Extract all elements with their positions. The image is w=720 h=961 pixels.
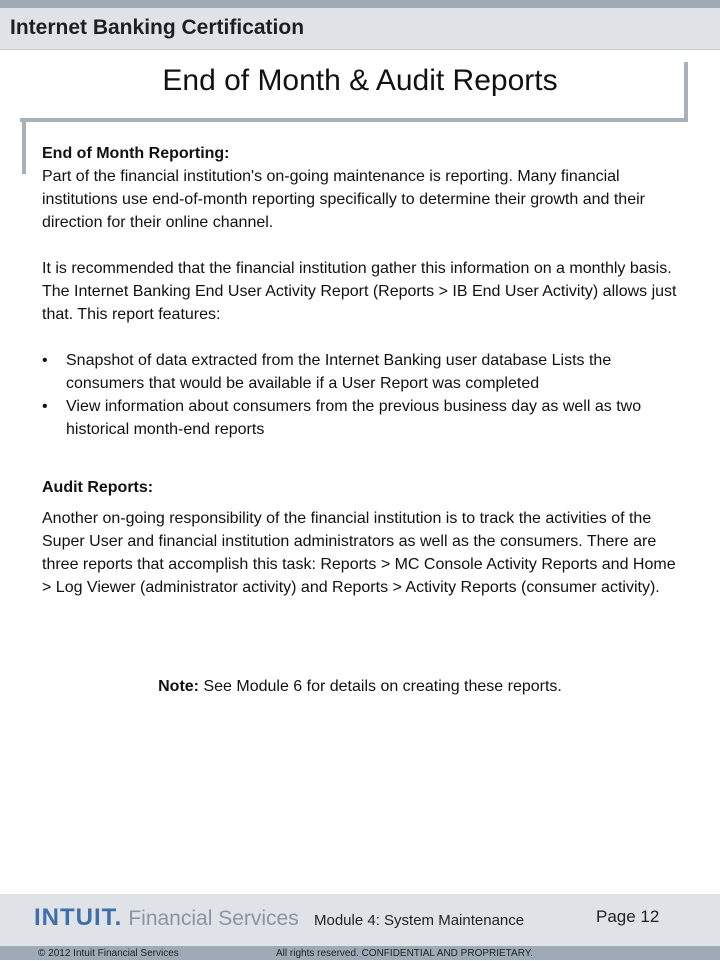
copyright-bar bbox=[0, 946, 720, 960]
footer bbox=[0, 894, 720, 946]
logo-financial-services: Financial Services bbox=[128, 907, 299, 930]
spacer bbox=[42, 326, 687, 349]
page-number: Page 12 bbox=[596, 907, 660, 926]
list-item-text: View information about consumers from the previous business day as well as two historical month-end reports bbox=[66, 398, 642, 438]
note-text: See Module 6 for details on creating these reports. bbox=[199, 678, 562, 695]
note-label: Note: bbox=[158, 678, 199, 695]
eom-heading: End of Month Reporting: bbox=[42, 145, 230, 162]
intuit-logo bbox=[34, 904, 299, 932]
bullet-icon: • bbox=[42, 398, 48, 415]
list-item bbox=[42, 395, 687, 441]
bullet-icon: • bbox=[42, 352, 48, 369]
spacer bbox=[42, 234, 687, 257]
header-band bbox=[0, 8, 720, 50]
list-item bbox=[42, 349, 687, 395]
page-title: End of Month & Audit Reports bbox=[162, 64, 558, 97]
audit-paragraph: Another on-going responsibility of the financial institution is to track the activities of the Super User and financial institution administrators as well as the consumers. There are three reports that accomplish this task: Reports > MC Console Activity Reports and Home > Log Viewer (administrator activity) and Reports > Activity Reports (consumer activity). bbox=[42, 510, 676, 596]
logo-intuit-wordmark: INTUIT. bbox=[34, 904, 123, 931]
module-label: Module 4: System Maintenance bbox=[314, 912, 525, 929]
content-body bbox=[42, 142, 687, 599]
eom-paragraph-2: It is recommended that the financial institution gather this information on a monthly basis. The Internet Banking End User Activity Report (Reports > IB End User Activity) allows just that. This report features: bbox=[42, 260, 677, 323]
note bbox=[0, 678, 720, 696]
spacer bbox=[42, 464, 687, 476]
header-title: Internet Banking Certification bbox=[10, 16, 305, 39]
title-frame-left-bar bbox=[22, 122, 26, 174]
top-accent-strip bbox=[0, 0, 720, 8]
copyright-text: © 2012 Intuit Financial Services bbox=[38, 948, 179, 959]
list-item-text: Snapshot of data extracted from the Internet Banking user database Lists the consumers that would be available if a User Report was completed bbox=[66, 352, 612, 392]
feature-list bbox=[42, 349, 687, 441]
spacer bbox=[42, 441, 687, 464]
rights-text: All rights reserved. CONFIDENTIAL AND PROPRIETARY. bbox=[276, 948, 533, 959]
eom-paragraph-1: Part of the financial institution's on-going maintenance is reporting. Many financial institutions use end-of-month reporting specifically to determine their growth and their direction for their online channel. bbox=[42, 168, 645, 231]
audit-heading: Audit Reports: bbox=[42, 479, 154, 496]
